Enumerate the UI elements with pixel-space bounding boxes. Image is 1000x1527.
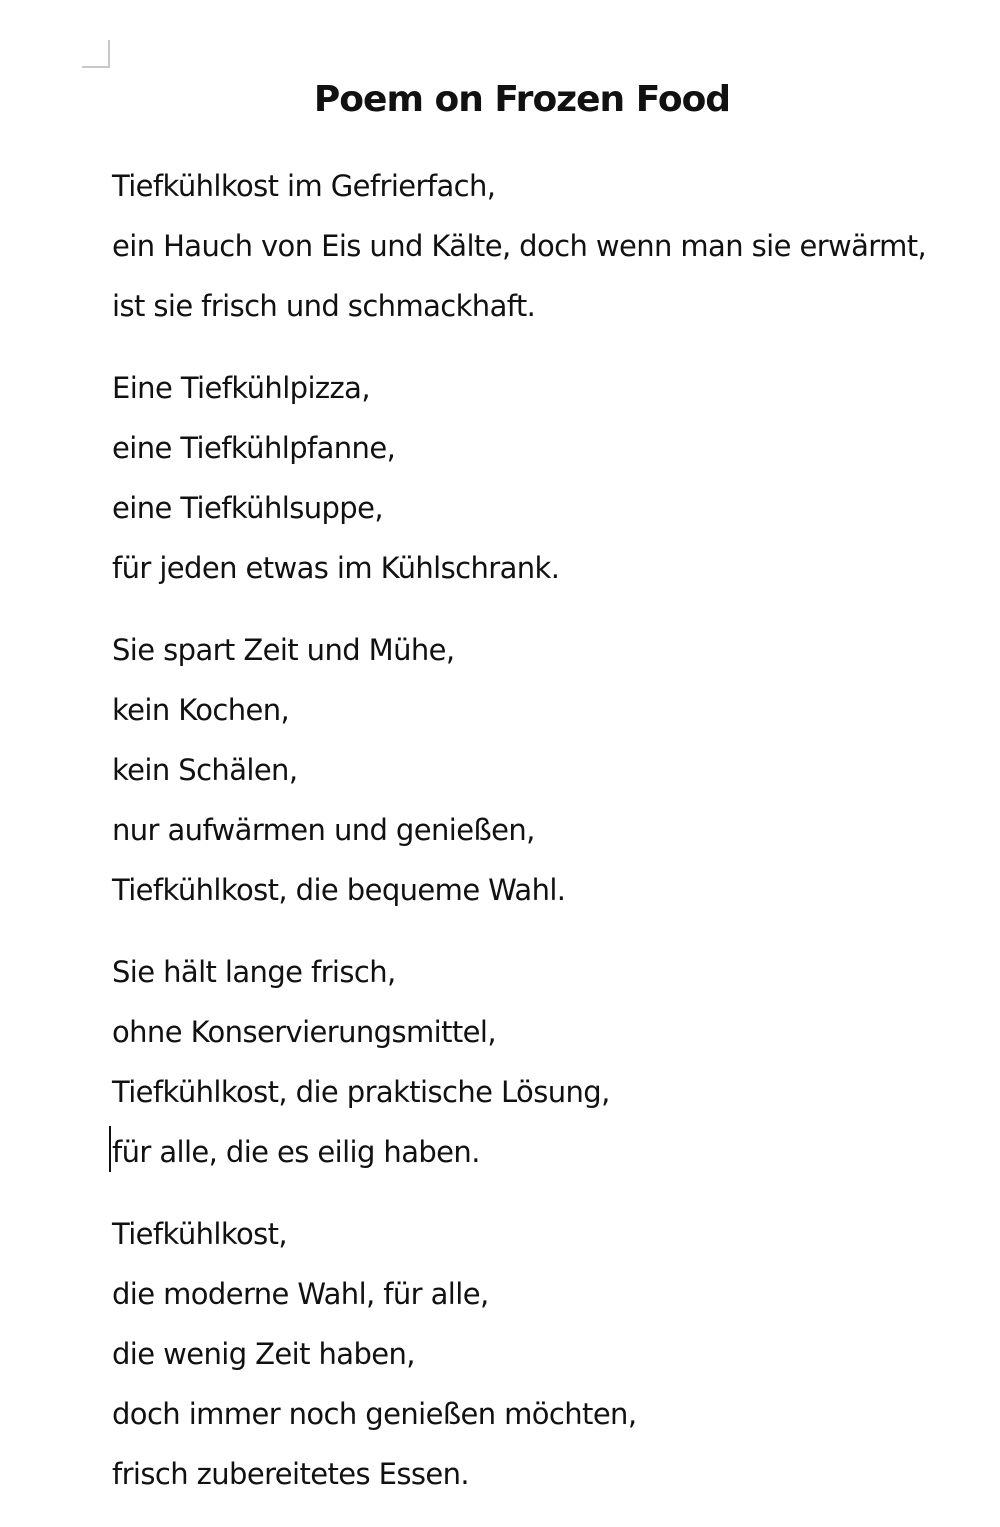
poem-line: eine Tiefkühlsuppe, xyxy=(112,491,383,525)
stanza-1 xyxy=(112,156,982,336)
poem-line: ohne Konservierungsmittel, xyxy=(112,1015,496,1049)
poem-line: kein Kochen, xyxy=(112,693,290,727)
poem-line: ist sie frisch und schmackhaft. xyxy=(112,289,536,323)
poem-line: Sie hält lange frisch, xyxy=(112,955,396,989)
poem-line: Tiefkühlkost im Gefrierfach, xyxy=(112,169,496,203)
poem-title: Poem on Frozen Food xyxy=(313,79,731,120)
poem-line: die moderne Wahl, für alle, xyxy=(112,1277,489,1311)
poem-line: die wenig Zeit haben, xyxy=(112,1337,415,1371)
poem-line: ein Hauch von Eis und Kälte, doch wenn man sie erwärmt, xyxy=(112,229,927,263)
page-margin-corner-mark xyxy=(82,40,110,68)
text-cursor xyxy=(109,1126,111,1172)
poem-line: Sie spart Zeit und Mühe, xyxy=(112,633,455,667)
poem-line: kein Schälen, xyxy=(112,753,298,787)
poem-line: Tiefkühlkost, die praktische Lösung, xyxy=(112,1075,610,1109)
poem-line: eine Tiefkühlpfanne, xyxy=(112,431,396,465)
poem-line: doch immer noch genießen möchten, xyxy=(112,1397,637,1431)
stanza-2 xyxy=(112,358,982,598)
poem-line: für alle, die es eilig haben. xyxy=(112,1135,480,1169)
poem-line: für jeden etwas im Kühlschrank. xyxy=(112,551,560,585)
stanza-4 xyxy=(112,942,982,1182)
stanza-3 xyxy=(112,620,982,920)
poem-line: nur aufwärmen und genießen, xyxy=(112,813,535,847)
poem-line: Eine Tiefkühlpizza, xyxy=(112,371,370,405)
poem-line: Tiefkühlkost, die bequeme Wahl. xyxy=(112,873,566,907)
poem-line: frisch zubereitetes Essen. xyxy=(112,1457,470,1491)
stanza-5 xyxy=(112,1204,982,1504)
poem-body[interactable] xyxy=(112,156,982,1526)
poem-line: Tiefkühlkost, xyxy=(112,1217,288,1251)
